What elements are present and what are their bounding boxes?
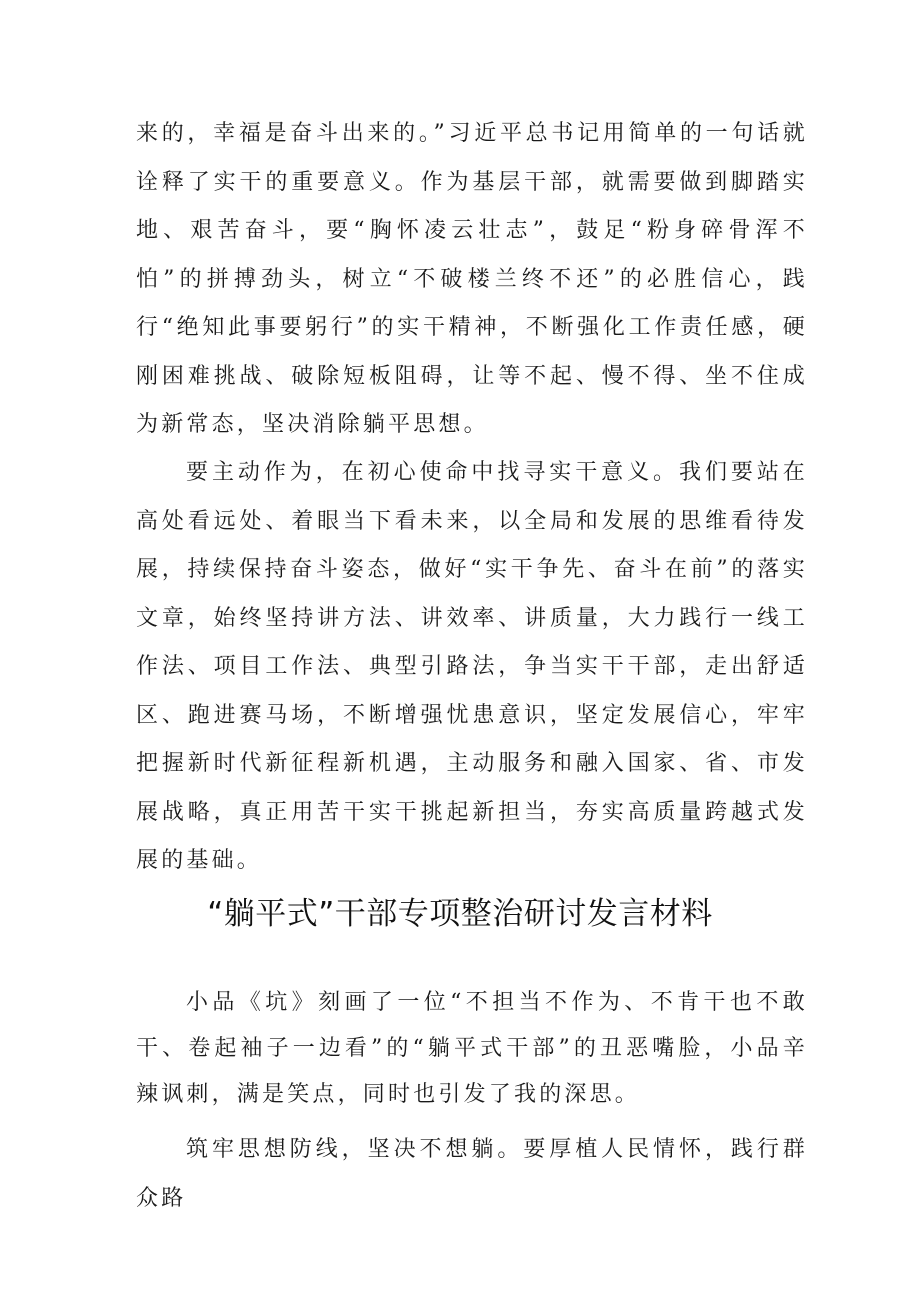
body-paragraph: 筑牢思想防线，坚决不想躺。要厚植人民情怀，践行群众路 — [136, 1137, 808, 1211]
section-heading: “躺平式”干部专项整治研讨发言材料 — [207, 896, 713, 932]
body-paragraph: 要主动作为，在初心使命中找寻实干意义。我们要站在高处看远处、着眼当下看未来，以全局和发展的思维看待发展，持续保持奋斗姿态，做好“实干争先、奋斗在前”的落实文章，始终坚持讲方法、讲效率、讲质量，大力践行一线工作法、项目工作法、典型引路法，争当实干干部，走出舒适区、跑进赛马场，不断增强忧患意识，坚定发展信心，牢牢把握新时代新征程新机遇，主动服务和融入国家、省、市发展战略，真正用苦干实干挑起新担当，夯实高质量跨越式发展的基础。 — [136, 460, 808, 873]
body-paragraph: 小品《坑》刻画了一位“不担当不作为、不肯干也不敢干、卷起袖子一边看”的“躺平式干部”的丑恶嘴脸，小品辛辣讽刺，满是笑点，同时也引发了我的深思。 — [136, 990, 808, 1107]
body-paragraph: 来的，幸福是奋斗出来的。”习近平总书记用简单的一句话就诠释了实干的重要意义。作为基层干部，就需要做到脚踏实地、艰苦奋斗，要“胸怀凌云壮志”，鼓足“粉身碎骨浑不怕”的拼搏劲头，树立“不破楼兰终不还”的必胜信心，践行“绝知此事要躬行”的实干精神，不断强化工作责任感，硬刚困难挑战、破除短板阻碍，让等不起、慢不得、坐不住成为新常态，坚决消除躺平思想。 — [136, 121, 808, 437]
